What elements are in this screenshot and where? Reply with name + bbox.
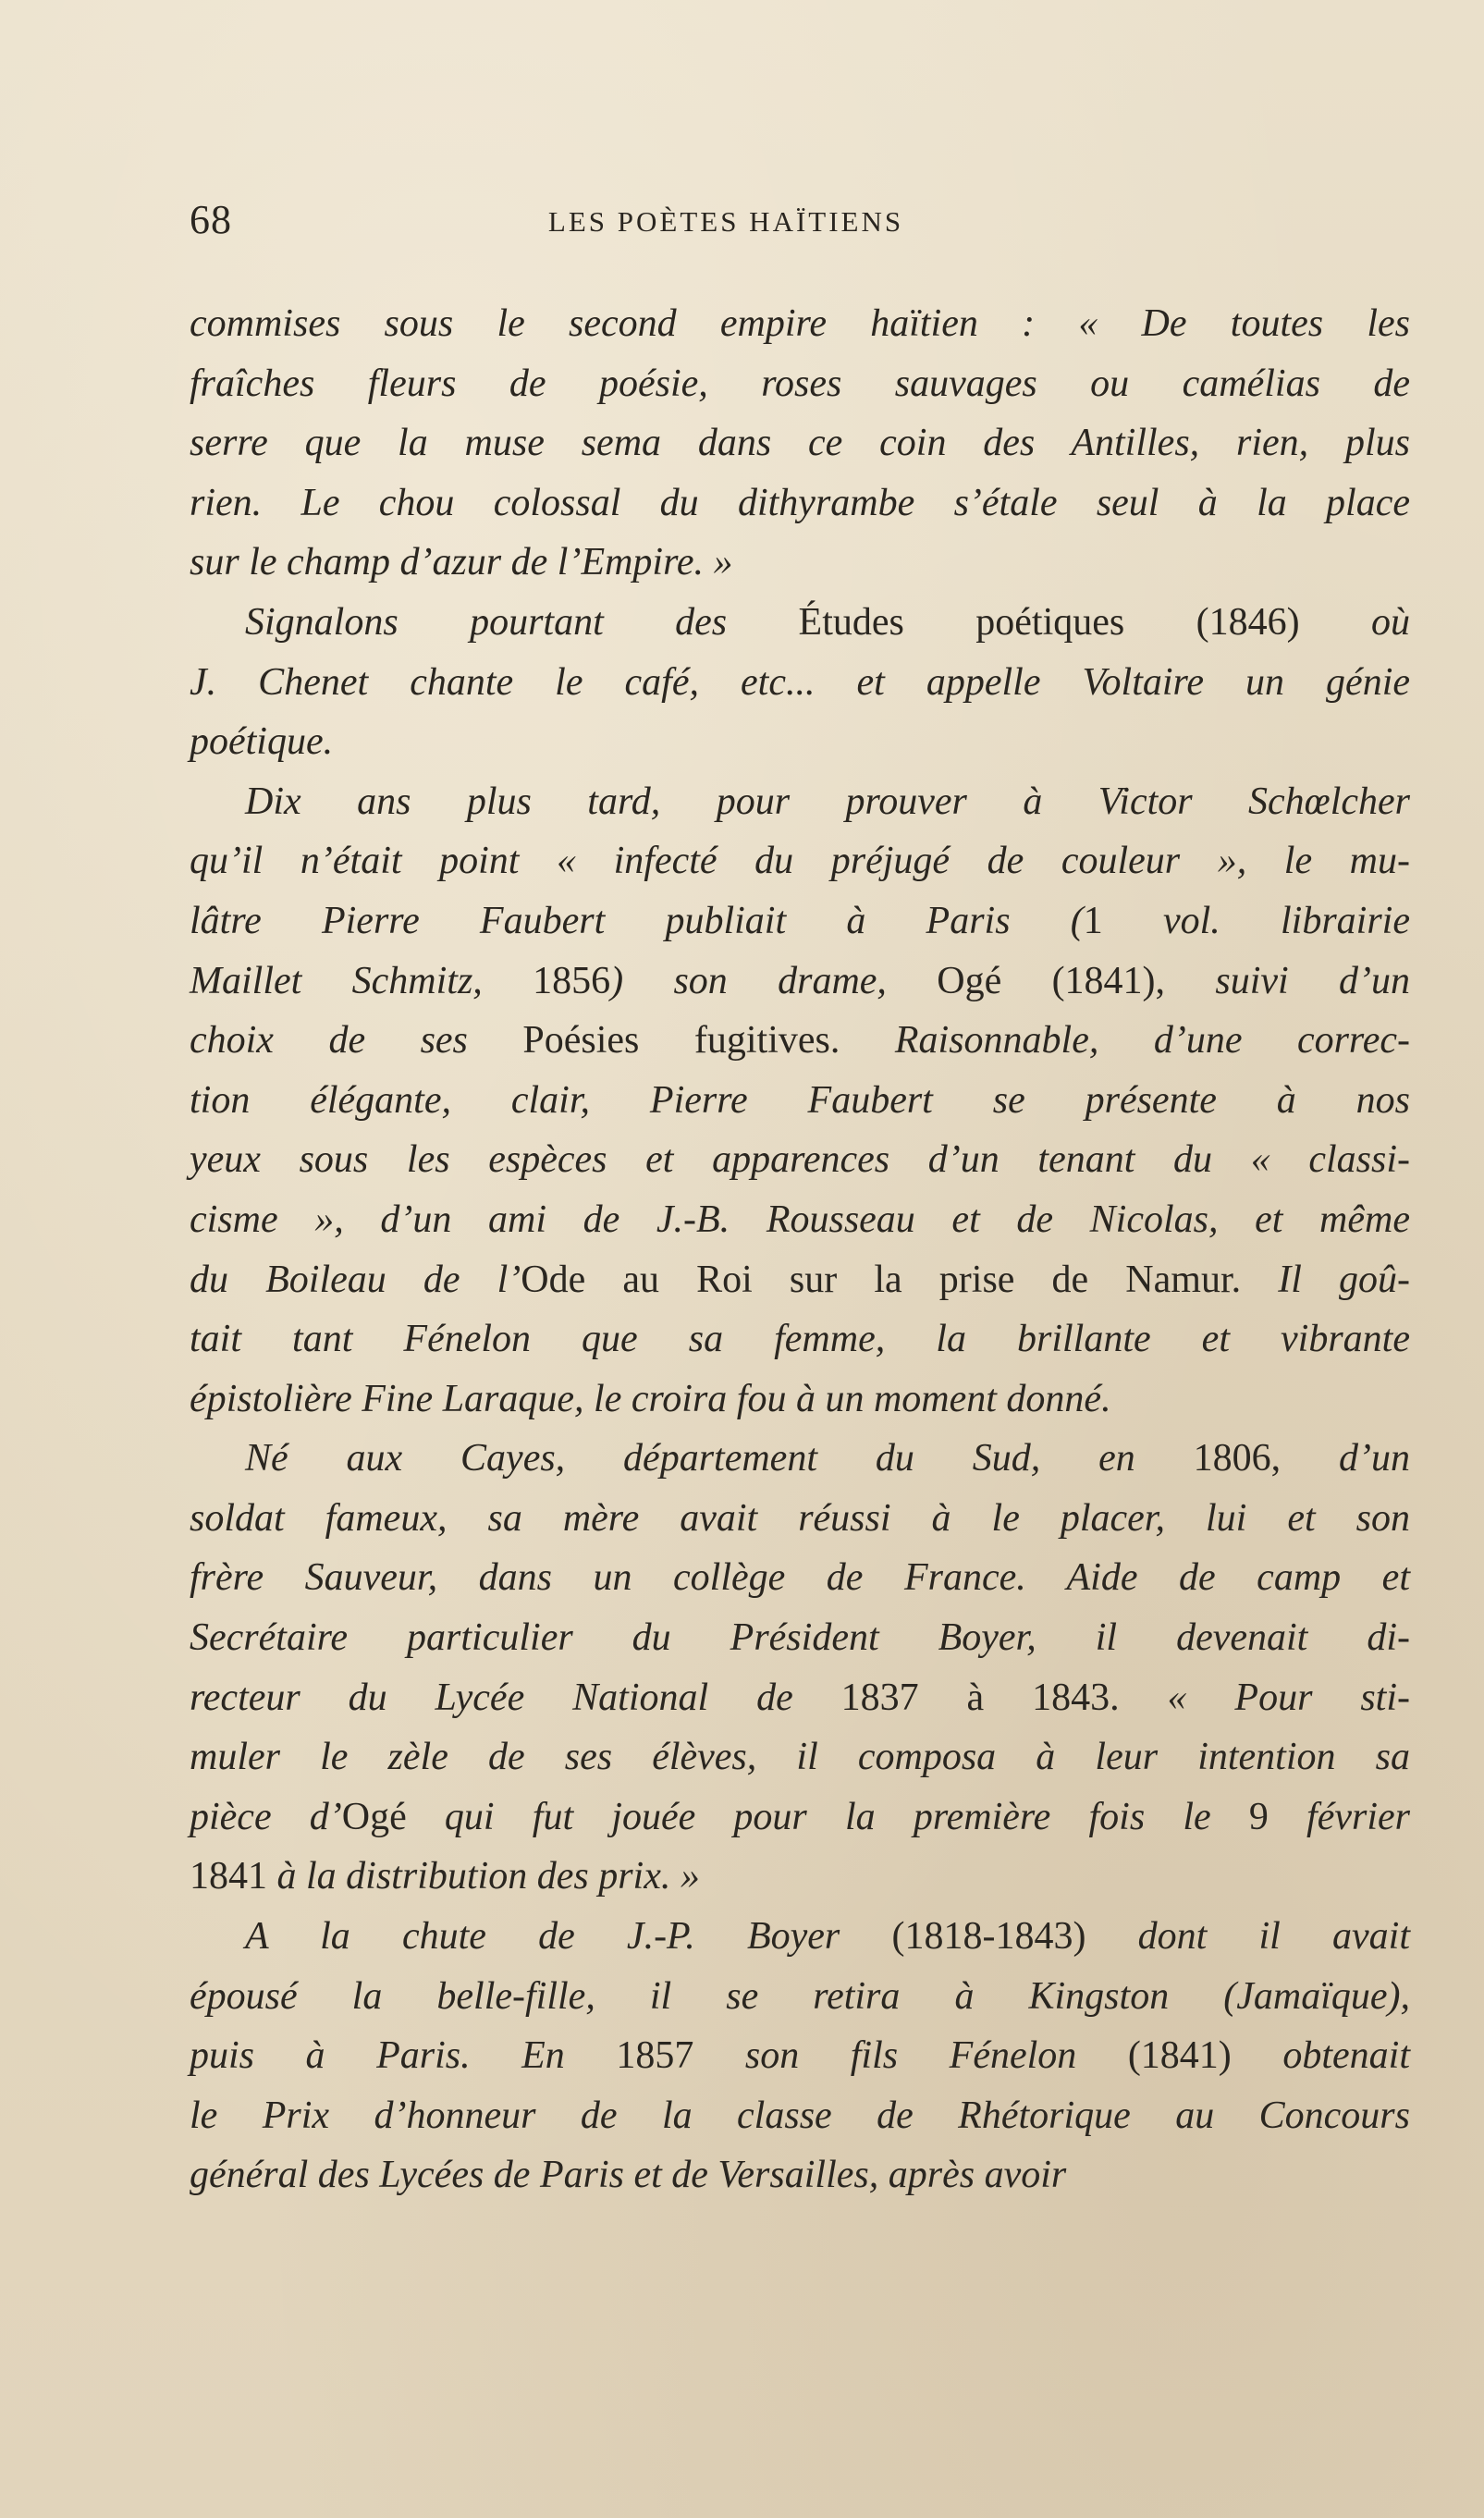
roman-text: Ode au Roi sur la prise de Namur.: [521, 1258, 1242, 1301]
running-title: LES POÈTES HAÏTIENS: [547, 205, 904, 238]
italic-text: Dix ans plus tard, pour prouver à Victor Schœlcher: [245, 780, 1410, 823]
italic-text: du Boileau de l’: [190, 1258, 521, 1301]
italic-text: à la distribution des prix. »: [267, 1855, 700, 1898]
text-line: [190, 1967, 1410, 2027]
text-line: [190, 1370, 1410, 1430]
italic-text: où: [1299, 600, 1410, 644]
roman-text: 1856: [533, 959, 611, 1002]
italic-text: pièce d’: [190, 1795, 342, 1838]
text-line: [190, 1130, 1410, 1190]
italic-text: frère Sauveur, dans un collège de France. Aide de camp et: [190, 1556, 1410, 1600]
italic-text: épousé la belle-fille, il se retira à Kingston (Jamaïque),: [190, 1974, 1410, 2018]
text-line: [190, 1608, 1410, 1668]
text-line: [190, 712, 1410, 772]
italic-text: obtenait: [1231, 2034, 1410, 2078]
text-line: [190, 831, 1410, 891]
text-line: [190, 1429, 1410, 1489]
text-line: [190, 533, 1410, 593]
roman-text: Études poétiques (1846): [798, 600, 1300, 644]
italic-text: Signalons pourtant des: [245, 600, 799, 644]
italic-text: commises sous le second empire haïtien : « De toutes les: [190, 302, 1410, 345]
italic-text: vol. librairie: [1102, 899, 1410, 942]
text-line: [190, 891, 1410, 952]
italic-text: soldat fameux, sa mère avait réussi à le placer, lui et son: [190, 1496, 1410, 1540]
text-line: [190, 1250, 1410, 1310]
text-line: [190, 413, 1410, 473]
italic-text: sur le champ d’azur de l’Empire. »: [190, 541, 733, 584]
italic-text: tion élégante, clair, Pierre Faubert se présente à nos: [190, 1078, 1410, 1122]
italic-text: « Pour sti-: [1119, 1676, 1410, 1719]
text-line: [190, 952, 1410, 1012]
italic-text: Maillet Schmitz,: [190, 959, 534, 1002]
roman-text: (1818-1843): [891, 1915, 1086, 1959]
text-line: [190, 1727, 1410, 1787]
italic-text: rien. Le chou colossal du dithyrambe s’étale seul à la place: [190, 481, 1410, 524]
text-line: [190, 1548, 1410, 1608]
italic-text: fraîches fleurs de poésie, roses sauvages ou camélias de: [190, 362, 1410, 405]
text-line: [190, 294, 1410, 354]
italic-text: muler le zèle de ses élèves, il composa à leur intention sa: [190, 1736, 1410, 1779]
text-line: [190, 1011, 1410, 1071]
roman-text: Ogé: [341, 1795, 407, 1838]
italic-text: qu’il n’était point « infecté du préjugé de couleur », le mu-: [190, 840, 1410, 883]
italic-text: A la chute de J.-P. Boyer: [245, 1915, 892, 1959]
italic-text: Il goû-: [1241, 1258, 1410, 1301]
italic-text: tait tant Fénelon que sa femme, la brillante et vibrante: [190, 1318, 1410, 1361]
italic-text: d’un: [1281, 1437, 1410, 1480]
page-header: [190, 196, 1410, 252]
text-line: [190, 1071, 1410, 1131]
text-line: [190, 1309, 1410, 1370]
text-line: [190, 1847, 1410, 1907]
page-number: 68: [190, 197, 232, 242]
text-line: [190, 1787, 1410, 1848]
text-line: [190, 1668, 1410, 1728]
italic-text: Secrétaire particulier du Président Boyer, il devenait di-: [190, 1616, 1410, 1660]
roman-text: 1841: [190, 1855, 267, 1898]
italic-text: dont il avait: [1085, 1915, 1410, 1959]
body-text: [190, 294, 1410, 2205]
roman-text: 1837 à 1843.: [840, 1676, 1120, 1719]
italic-text: recteur du Lycée National de: [190, 1676, 841, 1719]
italic-text: son fils Fénelon: [693, 2034, 1128, 2078]
italic-text: puis à Paris. En: [190, 2034, 617, 2078]
roman-text: (1841): [1127, 2034, 1232, 2078]
text-line: [190, 2145, 1410, 2205]
text-line: [190, 593, 1410, 653]
roman-text: Poésies fugitives.: [522, 1019, 840, 1062]
roman-text: 1806,: [1193, 1437, 1282, 1480]
italic-text: J. Chenet chante le café, etc... et appelle Voltaire un génie: [190, 660, 1410, 704]
italic-text: février: [1268, 1795, 1410, 1838]
italic-text: ) son drame,: [610, 959, 938, 1002]
text-line: [190, 1190, 1410, 1250]
text-line: [190, 354, 1410, 414]
text-line: [190, 2086, 1410, 2146]
text-line: [190, 772, 1410, 832]
italic-text: suivi d’un: [1165, 959, 1411, 1002]
roman-text: 1: [1083, 899, 1103, 942]
italic-text: lâtre Pierre Faubert publiait à Paris (: [190, 899, 1084, 942]
italic-text: cisme », d’un ami de J.-B. Rousseau et de Nicolas, et même: [190, 1198, 1410, 1241]
text-line: [190, 1489, 1410, 1549]
italic-text: poétique.: [190, 720, 334, 764]
roman-text: 1857: [616, 2034, 694, 2078]
roman-text: 9: [1248, 1795, 1269, 1838]
text-line: [190, 1907, 1410, 1967]
italic-text: Né aux Cayes, département du Sud, en: [245, 1437, 1194, 1480]
roman-text: Ogé (1841),: [937, 959, 1166, 1002]
text-line: [190, 653, 1410, 713]
text-line: [190, 473, 1410, 534]
italic-text: général des Lycées de Paris et de Versailles, après avoir: [190, 2154, 1067, 2197]
italic-text: serre que la muse sema dans ce coin des Antilles, rien, plus: [190, 422, 1410, 465]
italic-text: choix de ses: [190, 1019, 523, 1062]
italic-text: yeux sous les espèces et apparences d’un tenant du « classi-: [190, 1138, 1410, 1182]
italic-text: Raisonnable, d’une correc-: [840, 1019, 1410, 1062]
text-line: [190, 2026, 1410, 2086]
italic-text: le Prix d’honneur de la classe de Rhétorique au Concours: [190, 2094, 1410, 2137]
italic-text: épistolière Fine Laraque, le croira fou à un moment donné.: [190, 1377, 1111, 1420]
italic-text: qui fut jouée pour la première fois le: [406, 1795, 1249, 1838]
